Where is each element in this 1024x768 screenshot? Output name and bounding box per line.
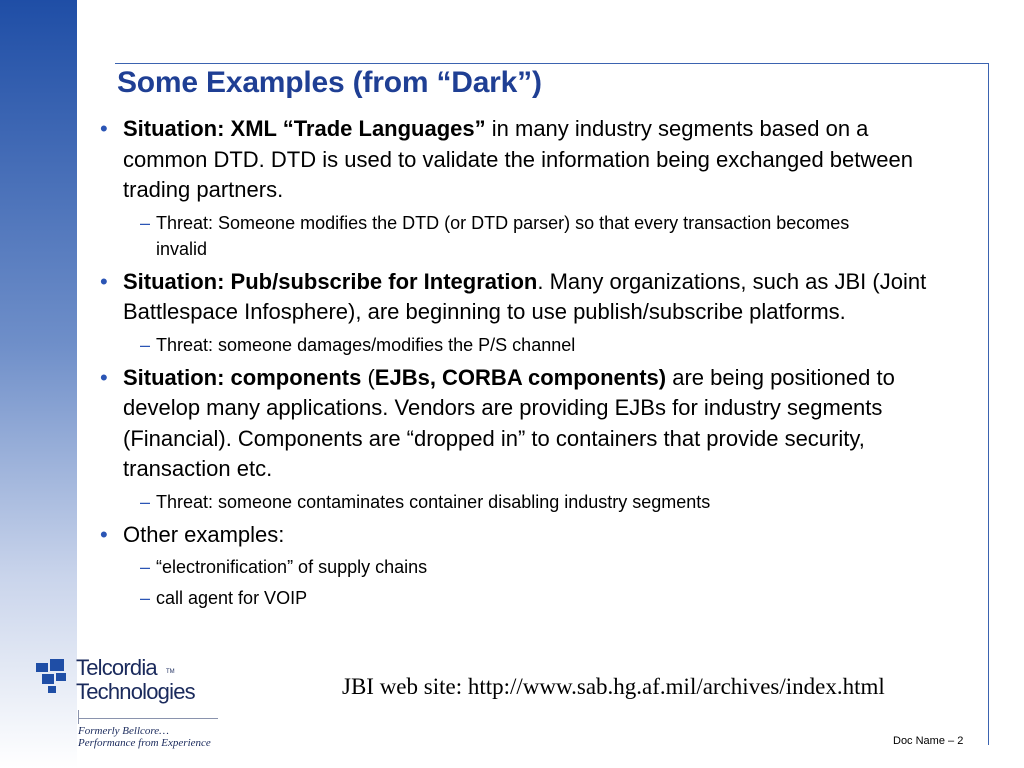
- sidebar-gradient: [0, 0, 77, 768]
- bullet-dot: •: [100, 364, 108, 390]
- title-rule: [115, 63, 989, 64]
- sub-text: Threat: Someone modifies the DTD (or DTD parser) so that every transaction becomes invalid: [156, 212, 850, 259]
- bullet-text: Other examples:: [123, 521, 285, 547]
- right-rule: [988, 63, 989, 745]
- telcordia-mark-icon: [34, 657, 74, 701]
- bullet-text: are being positioned to develop many applications. Vendors are providing EJBs for industry segments (Financial). Components are “dropped in” to containers that provide security, transaction etc.: [123, 364, 895, 481]
- sub-dash: –: [140, 212, 151, 233]
- bullet-mid: (: [361, 364, 375, 390]
- logo-tagline-2: Performance from Experience: [78, 737, 211, 749]
- logo-divider-vertical: [78, 710, 79, 724]
- sub-dash: –: [140, 491, 151, 512]
- bullet-item: [100, 267, 930, 328]
- bullet-text: . Many organizations, such as JBI (Joint Battlespace Infosphere), are beginning to use publish/subscribe platforms.: [123, 268, 927, 324]
- sub-dash: –: [140, 557, 151, 577]
- logo-trademark: TM: [166, 669, 175, 675]
- bullet-item: [100, 520, 930, 551]
- telcordia-logo: [34, 655, 224, 755]
- bullet-lead: Situation: components: [123, 364, 362, 390]
- bullet-text: in many industry segments based on a common DTD. DTD is used to validate the information being exchanged between trading partners.: [123, 116, 913, 202]
- bullet-lead-2: EJBs, CORBA components): [374, 364, 667, 390]
- logo-tagline-1: Formerly Bellcore…: [78, 725, 169, 737]
- sub-bullet-item: [100, 489, 930, 515]
- sub-text: Threat: someone contaminates container disabling industry segments: [156, 491, 711, 512]
- logo-divider: [78, 718, 218, 719]
- bullet-item: [100, 363, 930, 485]
- logo-name-2: Technologies: [76, 679, 195, 704]
- bullet-dot: •: [100, 521, 108, 547]
- slide-title: Some Examples (from “Dark”): [117, 66, 542, 99]
- sub-text: Threat: someone damages/modifies the P/S channel: [156, 334, 576, 355]
- sub-bullet-item: [100, 332, 930, 358]
- bullet-item: [100, 114, 930, 206]
- bullet-lead: Situation: Pub/subscribe for Integration: [123, 268, 538, 294]
- footer-doc-name: Doc Name – 2: [893, 735, 964, 747]
- sub-text: “electronification” of supply chains: [156, 557, 428, 577]
- sub-bullet-item: [100, 554, 930, 580]
- logo-name: Telcordia: [76, 655, 157, 680]
- sub-dash: –: [140, 588, 151, 608]
- sub-dash: –: [140, 334, 151, 355]
- jbi-url-note: JBI web site: http://www.sab.hg.af.mil/archives/index.html: [342, 674, 885, 699]
- sub-bullet-item: [100, 210, 930, 262]
- bullet-lead: Situation: XML “Trade Languages”: [123, 116, 486, 141]
- sub-bullet-item: [100, 585, 930, 611]
- sub-text: call agent for VOIP: [156, 588, 308, 608]
- bullet-dot: •: [100, 116, 108, 141]
- slide-content: [100, 114, 930, 616]
- bullet-dot: •: [100, 268, 108, 294]
